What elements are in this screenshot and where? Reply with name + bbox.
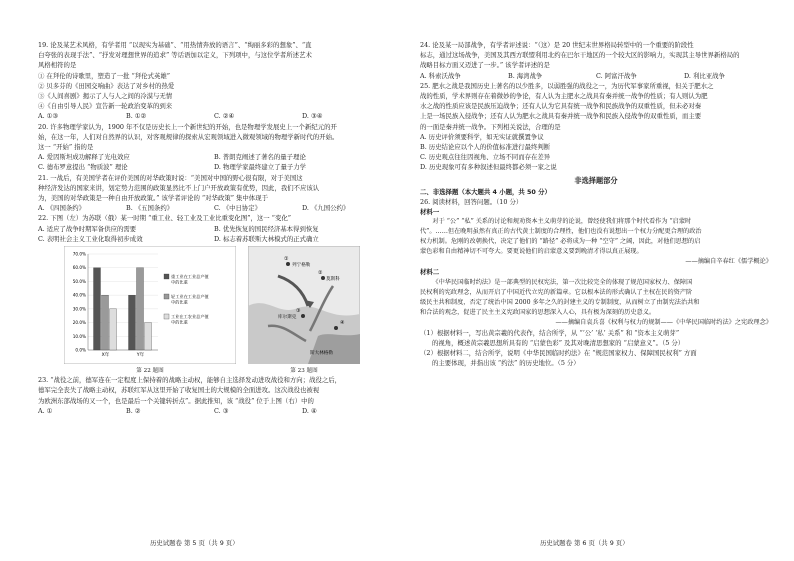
option-c[interactable]: C. ③ [214, 406, 229, 415]
option-b[interactable]: B. ①② [126, 112, 147, 121]
material-2 [420, 278, 772, 328]
q20-stem-line: 始，在这一年，人们对自然界的认识，对客观规律的探索从宏观领域进入微观领域的物理学新时代的开始。 [38, 132, 339, 141]
section-heading: 二、非选择题（本大题共 4 小题，共 50 分） [420, 187, 551, 196]
q24-stem-line: 标志，通过这场战争，美国及其西方联盟利用北约在巴尔干地区的一个较大区的影响力，实现其主导世界新格局的 [420, 51, 740, 60]
material-line: 和合法的观念，促进了民主主义宪政国家的思想深入人心，具有极为深刻的历史意义。 [420, 308, 656, 316]
map-label: 莫斯科 [326, 277, 340, 283]
question-20 [38, 122, 390, 173]
map-marker: ③ [296, 308, 301, 315]
option-a[interactable]: A. 适应了战争时期军备供应的需要 [38, 224, 137, 233]
option-d[interactable]: D. 《九国公约》 [302, 204, 350, 213]
legend-label: 中的比重 [171, 279, 188, 285]
y-tick-label: 40.0% [72, 292, 86, 298]
q23-stem-line: 为欧洲东部战场的又一个，也是最后一个关键转折点”。据此推知，该 “战役” 位于上图（右）中的 [38, 396, 314, 405]
y-tick-label: 10.0% [72, 333, 86, 339]
option-a[interactable]: A. 爱因斯坦成功解释了光电效应 [38, 153, 130, 162]
q19-item: ② 贝多芬的《田园交响曲》表达了对乡村的热爱 [38, 81, 175, 90]
city-marker [334, 326, 338, 330]
option-a[interactable]: A. 科索沃战争 [420, 71, 461, 80]
q23-stem-line: 23. “战役之前，德军连在一定程度上保持着的战略主动权，能够自主选择发动进攻战役和方向；战役之后， [38, 376, 342, 385]
legend-swatch [164, 274, 169, 279]
q19-stem-line: 风格相符的是 [38, 61, 77, 70]
q25-stem-line: 水之战的性质应该是民族压迫战争；还有人认为它具有统一战争和民族战争的双重性质，但未必对秦 [420, 102, 702, 111]
q21-options [38, 203, 390, 213]
q25-stem-line: 战的性质，学术界则存在着微妙的争论，有人认为主肥水之战具有秦并统一战争的性质；有人则认为肥 [420, 92, 708, 101]
material-1-title: 材料一 [420, 208, 440, 217]
city-marker [321, 276, 325, 280]
map-marker: ① [284, 256, 289, 263]
q19-stem-line: 19. 论及某艺术风格，有学者用 “以现实为基础”、“用热情奔放的语言”、“绚丽多彩的想象”、“直 [38, 41, 312, 49]
city-marker [301, 314, 305, 318]
option-a[interactable]: A. 历史评价须要科学，如无实证就撰置争议 [420, 132, 544, 141]
material-line: 级民主共和制度，否定了统治中国 2000 多年之久的封建主义的专制制度，从而树立了由制宪法治共和 [420, 298, 700, 306]
q25-stem-line: 上是一场民族入侵战争；还有人认为肥水之战具有秦并统一战争和民族入侵战争的双重性质，而主要 [420, 112, 702, 121]
sub-question-2-cont: 的主要体现，并指出该 “约法” 的历史地位。（5 分） [432, 359, 580, 368]
material-line: 《中华民国临时约法》是一部典型的民权宪法，第一次比较完全的体现了规范国家权力、保障国 [432, 278, 693, 286]
material-2-title: 材料二 [420, 268, 440, 277]
question-25 [420, 81, 772, 173]
y-tick-label: 20.0% [72, 320, 86, 326]
figure-22-caption: 第 22 题图 [136, 368, 164, 375]
legend-swatch [164, 294, 169, 299]
q19-item: ④《自由引导人民》宣告新一轮政治变革的到来 [38, 102, 173, 111]
page-footer-left: 历史试题卷 第 5 页（共 9 页） [150, 539, 239, 547]
q21-stem-line: 为，美国的对华政策是一种自由开放政策。” 该学者评论的 “对华政策” 集中体现于 [38, 194, 268, 203]
option-d[interactable]: D. 物理学家最终建立了量子力学 [214, 163, 307, 172]
bar [110, 309, 117, 350]
material-line: 民权利的宪政理念，从而开启了中国近代立宪的新篇章。它以根本法的形式确认了主权在民的资产阶 [420, 288, 693, 296]
war-map [248, 246, 360, 364]
option-b[interactable]: B. 海湾战争 [508, 71, 543, 80]
legend-label: 工业在工农业总产值 [171, 314, 209, 320]
option-b[interactable]: B. 《五国条约》 [126, 204, 174, 213]
q19-item: ① 在拜伦的诗歌里，塑造了一批 “拜伦式英雄” [38, 71, 171, 80]
option-c[interactable]: C. ②④ [214, 112, 235, 121]
legend-label: 中的比重 [171, 299, 188, 305]
option-c[interactable]: C. 阿富汗战争 [596, 71, 637, 80]
material-line: 权力机制。危刚的改朝换代，决定了他们的 “路径” 必将成为一种 “空守” 之阔，因此，对他们思想的启 [420, 238, 701, 246]
industry-bar-chart [64, 246, 236, 364]
map-label: 斯大林格勒 [310, 351, 333, 357]
q22-options [38, 224, 390, 244]
x-tick-label: X年 [101, 353, 110, 359]
question-24 [420, 40, 772, 81]
question-26: 26. 阅读材料，回答问题。（10 分） [420, 198, 523, 207]
option-b[interactable]: B. 优先恢复的国民经济基本得到恢复 [214, 224, 319, 233]
legend-swatch [164, 314, 169, 319]
sub-question-1: （1）根据材料一，写出黄宗羲的代表作，结合所学，从 “‘公’ ‘私’ 关系” 和 “资本主义萌芽” [420, 328, 680, 337]
bar [102, 295, 109, 350]
option-b[interactable]: B. 普朗克阐述了著名的量子理论 [214, 153, 306, 162]
map-label: 库尔斯克 [278, 315, 297, 321]
legend-label: 中的比重 [171, 319, 188, 325]
q23-stem-line: 德军完全丧失了战略主动权，苏联红军从这里开始了收复国土的大规模的全面进攻。这次战役也被视 [38, 386, 320, 395]
figure-23 [248, 246, 360, 375]
q24-stem-line: 24. 论及某一局部战争，有学者评述说：“（这）是 20 世纪末世界格局转型中的一个重要的阶段性 [420, 41, 694, 49]
q19-options [38, 111, 390, 121]
option-a[interactable]: A. ①③ [38, 112, 59, 121]
right-page [420, 40, 772, 368]
q19-stem-line: 白夸张的表现手法”、“抒发对理想世界的追求” 等话语加以定义，下列项中，与这位学者所述艺术 [38, 51, 312, 60]
sub-question-1-cont: 的视角，概述黄宗羲思想所具有的 “启蒙色彩” 及其对晚清思想家的 “启蒙意义”。（5 分） [432, 338, 685, 347]
material-source: ——摘编自袁兵喜《权利与权力的规制——《中华民国临时约法》之宪政理念》 [555, 318, 772, 326]
sub-question-2: （2）根据材料二，结合所学，说明《中华民国临时约法》在 “规范国家权力、保障国民权利” 方面 [420, 349, 697, 358]
q20-stem-line: 这一 “开始” 指的是 [38, 143, 94, 152]
option-d[interactable]: D. ④ [302, 406, 317, 415]
material-line: 蒙色彩和自由精神切不可夸大。要更说他们的启蒙意义要到晚清才得以真正展现。 [420, 248, 643, 256]
q20-options [38, 152, 390, 172]
q24-options [420, 71, 772, 81]
option-d[interactable]: D. 利比亚战争 [684, 71, 725, 80]
question-21 [38, 173, 390, 214]
q23-options [38, 406, 390, 416]
material-line: 对于 “公” “私” 关系的讨论和规劝资本主义萌芽的论说，曾经使我们将那个时代看作为 “启蒙时 [432, 218, 692, 226]
option-b[interactable]: B. 历史结论应以个人的价值标准进行最终判断 [420, 143, 551, 152]
option-c[interactable]: C. 《中日协定》 [214, 204, 262, 213]
y-tick-label: 60.0% [72, 265, 86, 271]
y-tick-label: 0.0% [75, 347, 86, 353]
material-source: ——摘编自辛春红《儒学概论》 [685, 258, 772, 266]
question-19 [38, 40, 390, 122]
bar [145, 323, 152, 350]
figure-22 [64, 246, 236, 375]
map-marker: ② [318, 270, 323, 277]
y-tick-label: 50.0% [72, 278, 86, 284]
part-heading: 非选择题部分 [574, 175, 618, 185]
option-d[interactable]: D. ③④ [302, 112, 323, 121]
material-1 [420, 217, 772, 267]
question-22 [38, 213, 390, 244]
map-label: 列宁格勒 [292, 263, 311, 269]
q24-stem-line: 战略目标方面又迈进了一步。” 该学者评述的是 [420, 61, 550, 70]
bar [94, 268, 101, 350]
q21-stem-line: 种经济发达的国家来讲，划定势力范围的政策显然比不上门户开放政策有优势，因此，我们不应该认 [38, 183, 320, 192]
map-marker: ④ [340, 320, 345, 327]
q22-stem-line: 22. 下图（左）为苏联（俄）某一时期 “重工业、轻工业及工业比重变化图”，这一 “变化” [38, 214, 291, 223]
option-c[interactable]: C. 历史观点往往因视角、立场不同而存在差异 [420, 153, 551, 162]
figures-row [64, 246, 390, 375]
q25-stem-line: 25. 肥水之战是我国历史上著名的以少胜多，以弱胜强的战役之一，为历代军事家所重视，但关于肥水之 [420, 81, 714, 90]
figure-23-caption: 第 23 题图 [290, 368, 318, 375]
city-marker [286, 262, 290, 266]
q19-item: ③《人间喜剧》揭示了人与人之间的冷漠与无情 [38, 92, 173, 101]
y-tick-label: 70.0% [72, 251, 86, 257]
option-d[interactable]: D. 历史现象可有多种叙述但最终都必须一家之说 [420, 163, 557, 172]
bar [129, 295, 136, 350]
option-c[interactable]: C. 德布罗意提出 “物质波” 理论 [38, 163, 128, 172]
left-page [38, 40, 390, 416]
question-23 [38, 375, 390, 416]
legend-label: 重工业在工业总产值 [171, 274, 209, 280]
q21-stem-line: 21. 一战后，有美国学者在评价美国的对华政策时说：“美国对中国的野心很有限，对于美国这 [38, 173, 303, 182]
material-line: 代”。……但在晚明虽然有真正的古代黄土制度的合理性，他们也没有说想出一个权力分配更合理的政治 [420, 228, 702, 236]
option-a[interactable]: A. ① [38, 406, 53, 415]
option-a[interactable]: A. 《四国条约》 [38, 204, 86, 213]
q20-stem-line: 20. 许多物理学家认为，1900 年不仅是历史长上一个新世纪的开始，也是物理学发展史上一个新纪元的开 [38, 122, 337, 131]
q25-stem-line: 的一面是秦并统一战争。下列相关说法，合理的是 [420, 122, 561, 131]
bar [137, 268, 144, 350]
legend-label: 轻工业在工业总产值 [171, 294, 209, 300]
page-footer-right: 历史试题卷 第 6 页（共 9 页） [540, 539, 629, 547]
x-tick-label: Y年 [136, 353, 145, 359]
option-d[interactable]: D. 标志着苏联斯大林模式的正式确立 [214, 234, 319, 243]
option-c[interactable]: C. 表明社会主义工业化取得初步成效 [38, 234, 143, 243]
option-b[interactable]: B. ② [126, 406, 141, 415]
y-tick-label: 30.0% [72, 306, 86, 312]
